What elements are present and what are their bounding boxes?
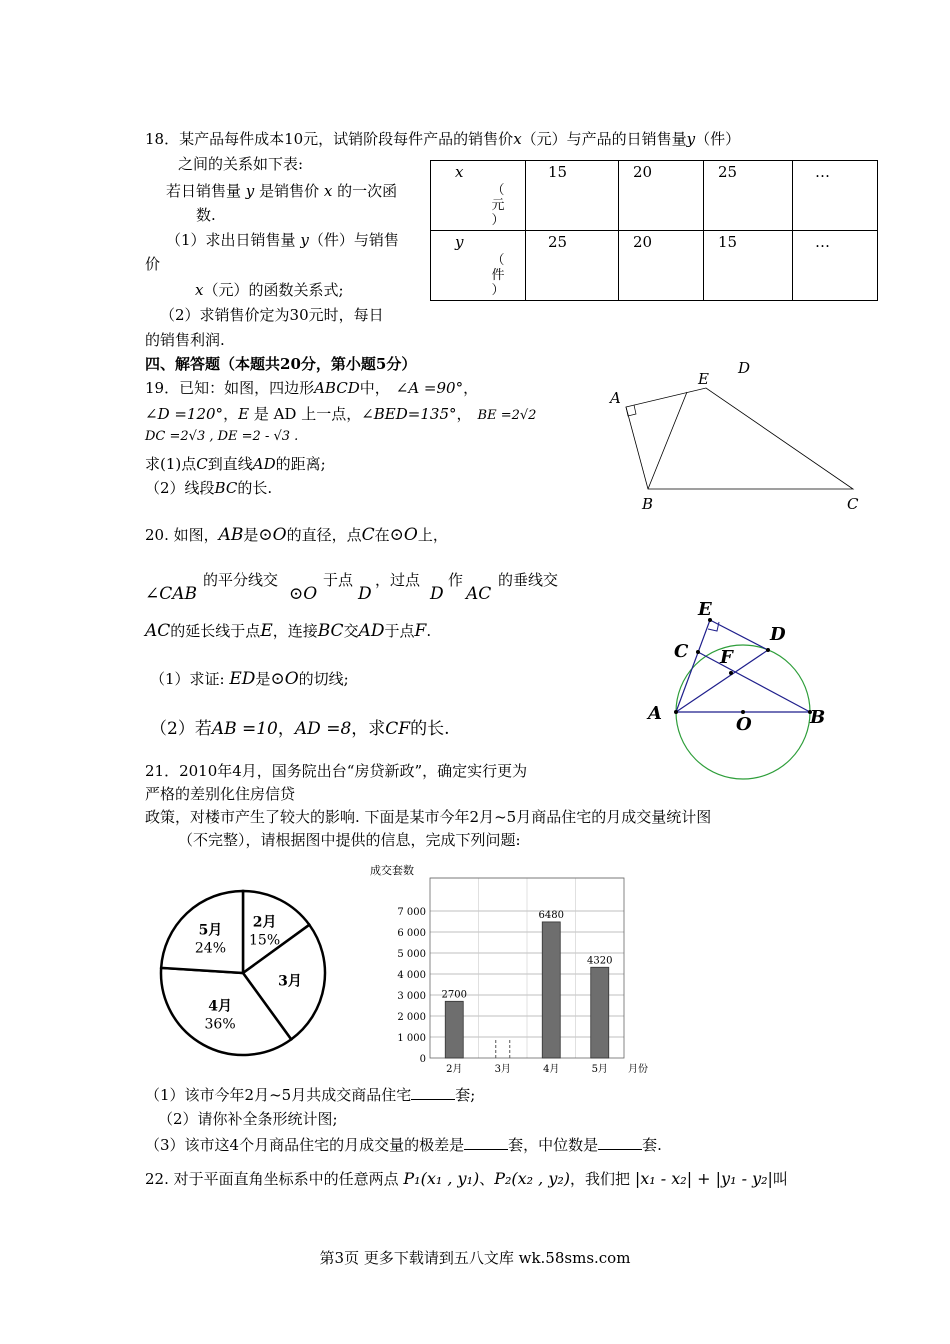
q19-text-f: 的距离; [275,455,326,473]
q18-line5-a: （1）求出日销售量 [166,231,296,249]
var-e: E [260,621,273,641]
var-e: E [238,405,250,423]
q19-text-h: 的长. [237,479,273,497]
table-cell: 15 [526,161,619,231]
angle-a: ∠A =90° [395,379,464,397]
pie-slice-label: 5月 [198,922,223,939]
expr-ad-8: AD =8 [294,719,352,739]
unit-char: 件 [491,268,505,283]
q21-line1: 21．2010年4月，国务院出台“房贷新政”，确定实行更为 [145,762,528,780]
table-cell-label [431,231,526,301]
q22-line1 [145,1168,788,1189]
bar [591,967,609,1058]
answer-blank-total[interactable] [411,1085,455,1100]
q20-line2-text-e: 的垂线交 [498,571,559,589]
y-tick-label: 4 000 [397,970,426,981]
y-tick-label: 1 000 [397,1033,426,1044]
bar-data-label: 6480 [538,909,564,921]
q22-text-a: 22. 对于平面直角坐标系中的任意两点 [145,1170,399,1188]
q18-line2: 之间的关系如下表: [178,155,304,173]
label-a: A [610,389,621,407]
label-d: D [738,359,751,377]
q18-line9: 的销售利润. [145,331,225,349]
q18-line7 [195,279,344,300]
answer-blank-median[interactable] [598,1135,642,1150]
y-tick-label: 5 000 [397,949,426,960]
quadrilateral-abcd [626,388,853,489]
q20-line2-text-c: ，过点 [375,571,421,589]
q19-line2 [145,403,536,424]
q20-text-g: ，连接 [272,622,318,640]
var-cf: CF [385,719,411,739]
q18-line7-b: （元）的函数关系式; [203,281,344,299]
q19-text-d: 求(1)点 [145,455,197,473]
table-cell: … [793,231,878,301]
var-c: C [361,525,375,545]
q18-line8: （2）求销售价定为30元时，每日 [160,306,384,324]
q19-line4 [145,453,326,474]
label-c: C [847,495,859,510]
expr-be: BE =2√2 [477,408,537,423]
var-ac-2: AC [145,621,171,641]
q20-text-c: 的直径，点 [286,526,362,544]
label-b: B [810,707,826,728]
q21-line2: 严格的差别化住房信贷 [145,785,296,803]
table-cell: 25 [704,161,793,231]
q20-text-k: （1）求证: [150,670,225,688]
q21-question2: （2）请你补全条形统计图; [158,1110,338,1128]
pie-slice-percent: 15% [249,932,281,949]
q20-text-b: 是 [243,526,259,544]
q20-text-n: （2）若 [150,719,212,739]
row-label-x: x [455,163,464,181]
var-ad: AD [252,455,276,473]
q21-q3-text-c: 套. [642,1136,662,1154]
q19-comma2: ， [223,405,239,423]
q21-q3-text-a: （3）该市这4个月商品住宅的月成交量的极差是 [145,1136,465,1154]
q21-line3: 政策，对楼市产生了较大的影响. 下面是某市今年2月~5月商品住宅的月成交量统计图 [145,808,712,826]
table-cell-label [431,161,526,231]
bar-data-label: 4320 [587,955,613,967]
table-cell: 20 [619,231,704,301]
q20-line1 [145,524,448,545]
q20-line5 [150,714,449,739]
q18-line3 [166,180,397,201]
q20-text-h: 交 [343,622,359,640]
circle-o-4: ⊙O [270,669,299,689]
unit-paren-open: （ [491,253,505,268]
q20-line4 [150,668,349,689]
point-a [674,710,678,714]
q18-line5-b: （件）与销售 [308,231,399,249]
bar [445,1001,463,1058]
q21-q1-text: （1）该市今年2月~5月共成交商品住宅 [145,1086,412,1104]
table-row [431,161,878,231]
table-row [431,231,878,301]
q21-question1 [145,1084,475,1105]
bar-chart [362,860,662,1080]
answer-blank-range[interactable] [464,1135,508,1150]
y-tick-label: 0 [419,1054,426,1065]
q20-text-o: ，求 [351,719,386,739]
q20-text-a: 20. 如图， [145,526,219,544]
table-cell: 15 [704,231,793,301]
q20-text-i: 于点 [384,622,415,640]
angle-d: ∠D =120° [145,405,224,423]
q21-q3-text-b: 套，中位数是 [508,1136,599,1154]
q19-quadrilateral-figure [600,355,880,510]
var-y-2: y [245,182,255,200]
row-label-y: y [455,233,464,251]
x-tick-label: 3月 [494,1064,511,1075]
x-axis-label: 月份 [628,1064,648,1075]
q22-text-c: 叫 [772,1170,788,1188]
x-tick-label: 4月 [543,1064,560,1075]
pie-slice-label: 2月 [252,914,277,931]
q19-line1 [145,377,478,398]
q19-line5 [145,477,272,498]
q18-text-b: （元）与产品的日销售量 [521,130,687,148]
label-b: B [642,495,654,510]
var-d-2: D [430,584,444,604]
q20-line2-text-a: 的平分线交 [203,571,279,589]
q18-value-table [430,160,878,301]
pie-slice-label: 3月 [278,973,302,990]
q20-text-d: 在 [374,526,390,544]
expr-distance: |x₁ - x₂| + |y₁ - y₂| [634,1169,773,1188]
q19-text-b: 中， [359,379,390,397]
q20-line2-text-b: 于点 [323,571,354,589]
label-e: E [698,370,709,388]
q20-comma: ， [277,719,295,739]
point-p1: P₁(x₁ , y₁) [403,1169,480,1188]
pie-slice-label: 4月 [208,998,232,1015]
q20-circle-figure [640,595,840,785]
q18-line5 [166,229,399,250]
bar [542,922,560,1058]
unit-paren-close: ） [491,283,505,298]
var-ad: AD [358,621,385,641]
row-unit [437,183,519,228]
q20-text-f: 的延长线于点 [170,622,261,640]
label-e: E [698,599,712,620]
var-c: C [196,455,208,473]
section-heading: 四、解答题（本题共20分，第小题5分） [145,355,417,373]
y-tick-label: 2 000 [397,1012,426,1023]
q18-line3-a: 若日销售量 [166,182,242,200]
var-ab: AB [218,525,244,545]
row-unit [437,253,519,298]
q18-line1 [145,128,740,149]
bar-data-label: 2700 [441,989,467,1001]
table-cell: 25 [526,231,619,301]
circle-o-2: ⊙O [389,525,418,545]
label-a: A [648,703,662,724]
y-axis-label: 成交套数 [370,864,414,877]
var-bc: BC [317,621,344,641]
y-tick-label: 3 000 [397,991,426,1002]
x-tick-label: 5月 [591,1064,608,1075]
segment-be [648,392,687,489]
label-o: O [736,714,752,735]
q19-comma: ， [463,379,479,397]
label-c: C [674,641,689,662]
var-ed: ED [229,669,256,689]
q20-text-e: 上， [417,526,448,544]
table-cell: 20 [619,161,704,231]
q18-line6: 价 [145,255,161,273]
pie-chart [150,880,340,1070]
point-d [766,648,770,652]
q20-line2-text-d: 作 [448,571,464,589]
var-x: x [513,130,522,148]
table-cell: … [793,161,878,231]
label-d: D [770,624,786,645]
q19-text-e: 到直线 [207,455,253,473]
angle-bed: ∠BED=135° [361,405,457,423]
var-f: F [414,621,427,641]
var-x-3: x [195,281,204,299]
expr-ab-10: AB =10 [211,719,278,739]
q19-comma3: ， [456,405,472,423]
x-tick-label: 2月 [446,1064,463,1075]
point-c [696,650,700,654]
q19-text-a: 19．已知：如图，四边形 [145,379,315,397]
page-footer: 第3页 更多下载请到五八文库 wk.58sms.com [319,1249,631,1267]
var-cab: ∠CAB [145,584,198,604]
point-p2: P₂(x₂ , y₂) [494,1169,571,1188]
circle-o: ⊙O [258,525,287,545]
q19-text-g: （2）线段 [145,479,215,497]
q20-text-l: 是 [255,670,271,688]
q20-text-m: 的切线; [298,670,349,688]
var-d: D [358,584,372,604]
q20-text-j: . [426,622,432,640]
q22-sep: 、 [479,1170,495,1188]
unit-paren-open: （ [491,183,505,198]
var-x-2: x [323,182,333,200]
point-f [729,671,733,675]
pie-slice-percent: 24% [194,940,227,957]
unit-paren-close: ） [491,213,505,228]
segment-bc [698,652,810,712]
label-f: F [720,647,733,668]
segment-ae [676,620,710,712]
pie-slice-percent: 36% [204,1016,236,1033]
var-ac: AC [466,584,492,604]
var-y-3: y [300,231,309,249]
q21-question3 [145,1134,662,1155]
q21-q1-unit: 套; [455,1086,476,1104]
var-abcd: ABCD [314,379,360,397]
q22-text-b: ，我们把 [570,1170,631,1188]
y-tick-label: 6 000 [397,928,426,939]
q20-text-p: 的长. [410,719,450,739]
q20-line3 [145,620,431,641]
unit-char: 元 [491,198,505,213]
var-y: y [686,130,696,148]
q18-text-c: （件） [695,130,741,148]
q18-line3-b: 是销售价 [259,182,320,200]
q21-line4: （不完整），请根据图中提供的信息，完成下列问题: [178,831,521,849]
var-bc: BC [214,479,238,497]
circle-o-3: ⊙O [289,584,318,604]
q18-line4: 数. [196,206,216,224]
expr-dc-de: DC =2√3 , DE =2 - √3 . [145,429,299,444]
q18-line3-c: 的一次函 [337,182,398,200]
y-tick-label: 7 000 [397,907,426,918]
q19-text-c: 是 AD 上一点， [253,405,362,423]
q18-text-a: 18．某产品每件成本10元，试销阶段每件产品的销售价 [145,130,514,148]
